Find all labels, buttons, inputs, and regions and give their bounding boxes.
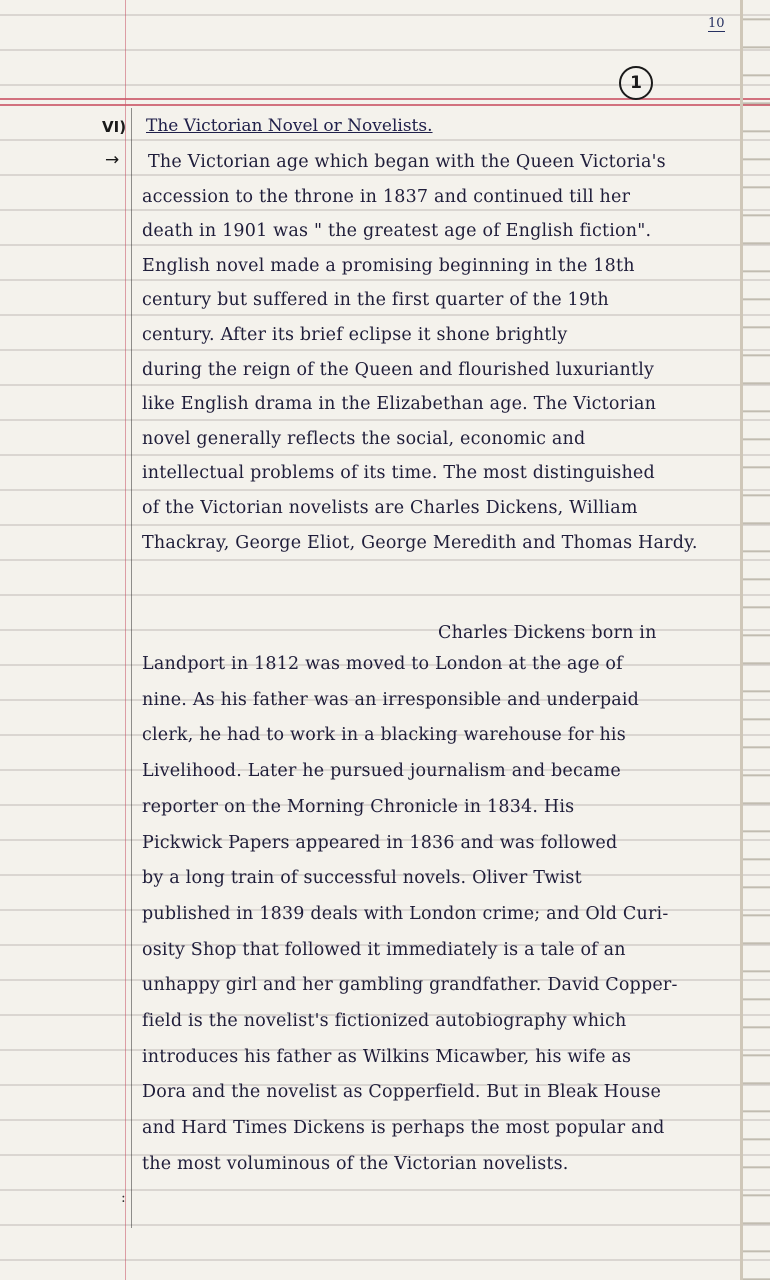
text-line: Thackray, George Eliot, George Meredith and Thomas Hardy.: [142, 532, 698, 553]
text-line: Livelihood. Later he pursued journalism and became: [142, 761, 621, 782]
text-line: like English drama in the Elizabethan age. The Victorian: [142, 394, 657, 415]
paragraph-2-heading: Charles Dickens born in: [438, 623, 657, 643]
text-line: nine. As his father was an irresponsible and underpaid: [142, 689, 640, 710]
top-margin-line: [0, 98, 770, 100]
page-number: 10: [708, 16, 725, 31]
text-line: unhappy girl and her gambling grandfather. David Copper-: [142, 975, 678, 996]
text-line: field is the novelist's fictionized autobiography which: [142, 1011, 627, 1031]
text-line: English novel made a promising beginning in the 18th: [142, 255, 635, 276]
text-line: century. After its brief eclipse it shone brightly: [142, 325, 568, 345]
arrow-icon: →: [105, 150, 120, 170]
text-line: Dora and the novelist as Copperfield. But in Bleak House: [142, 1082, 661, 1103]
text-line: clerk, he had to work in a blacking warehouse for his: [142, 725, 626, 746]
text-line: reporter on the Morning Chronicle in 1834. His: [142, 796, 575, 817]
text-line: intellectual problems of its time. The most distinguished: [142, 463, 655, 484]
text-line: century but suffered in the first quarter of the 19th: [142, 290, 609, 311]
text-line: osity Shop that followed it immediately is a tale of an: [142, 939, 626, 960]
text-line: and Hard Times Dickens is perhaps the most popular and: [142, 1118, 665, 1139]
top-margin-line-2: [0, 104, 770, 106]
text-line: during the reign of the Queen and flourished luxuriantly: [142, 359, 655, 380]
text-line: the most voluminous of the Victorian novelists.: [142, 1153, 569, 1174]
section-heading: The Victorian Novel or Novelists.: [146, 116, 433, 136]
text-line: death in 1901 was " the greatest age of English fiction".: [142, 221, 652, 242]
text-line: Landport in 1812 was moved to London at the age of: [142, 654, 623, 674]
text-line: accession to the throne in 1837 and continued till her: [142, 186, 631, 207]
spiral-binding: [740, 0, 770, 1280]
circled-page-number: 1: [619, 66, 653, 100]
section-marker: VI): [102, 118, 127, 136]
text-line: novel generally reflects the social, economic and: [142, 428, 586, 449]
margin-stub: :: [121, 1190, 126, 1206]
left-margin-line: [125, 0, 126, 1280]
text-line: published in 1839 deals with London crime; and Old Curi-: [142, 903, 669, 924]
text-line: by a long train of successful novels. Oliver Twist: [142, 868, 582, 889]
text-line: introduces his father as Wilkins Micawber, his wife as: [142, 1046, 632, 1067]
text-line: of the Victorian novelists are Charles Dickens, William: [142, 498, 638, 518]
text-line: Pickwick Papers appeared in 1836 and was followed: [142, 832, 618, 853]
left-margin-ink-line: [131, 108, 132, 1228]
text-line: The Victorian age which began with the Queen Victoria's: [148, 152, 666, 172]
